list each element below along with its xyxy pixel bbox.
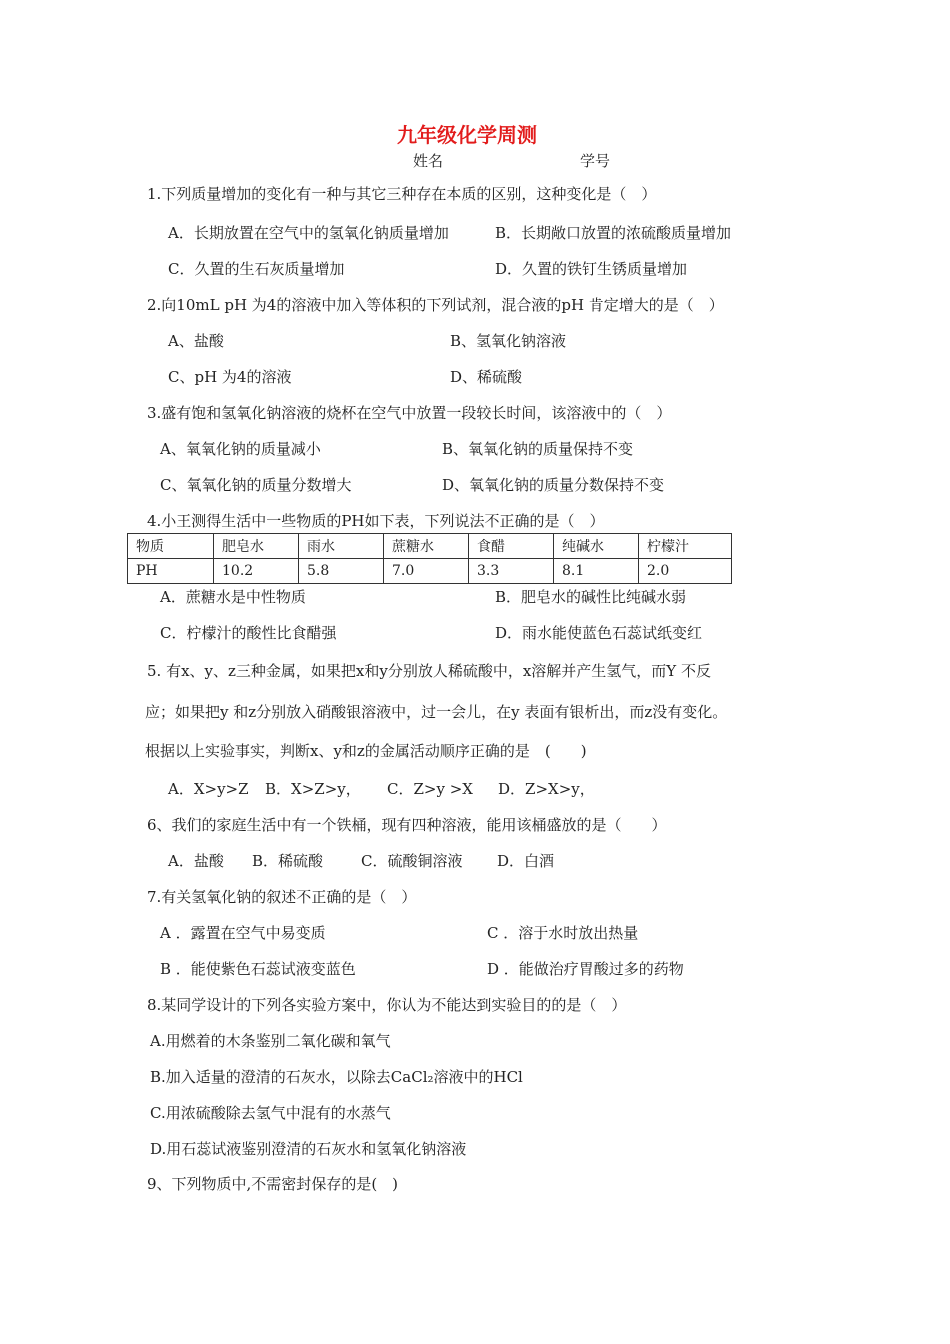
- q8-option-b: B.加入适量的澄清的石灰水，以除去CaCl₂溶液中的HCl: [150, 1068, 523, 1086]
- table-header-row: [128, 534, 732, 559]
- q2-option-d: D、稀硫酸: [450, 368, 523, 386]
- table-cell: 纯碱水: [554, 534, 639, 559]
- table-cell: 8.1: [554, 559, 639, 584]
- q6-option-a: A．盐酸: [168, 852, 224, 870]
- question-6-stem: 6、我们的家庭生活中有一个铁桶，现有四种溶液，能用该桶盛放的是（ ）: [147, 816, 667, 834]
- q8-option-a: A.用燃着的木条鉴别二氧化碳和氧气: [150, 1032, 391, 1050]
- q7-option-a: A ．露置在空气中易变质: [160, 924, 326, 942]
- q2-option-c: C、pH 为4的溶液: [168, 368, 292, 386]
- q8-option-d: D.用石蕊试液鉴别澄清的石灰水和氢氧化钠溶液: [150, 1140, 467, 1158]
- q7-option-c: C ．溶于水时放出热量: [487, 924, 639, 942]
- q7-option-d: D ．能做治疗胃酸过多的药物: [487, 960, 684, 978]
- table-cell: 雨水: [299, 534, 384, 559]
- q1-option-c: C．久置的生石灰质量增加: [168, 260, 345, 278]
- q6-option-c: C．硫酸铜溶液: [361, 852, 463, 870]
- table-cell: 3.3: [469, 559, 554, 584]
- q8-option-c: C.用浓硫酸除去氢气中混有的水蒸气: [150, 1104, 391, 1122]
- q3-option-d: D、氧氧化钠的质量分数保持不变: [442, 476, 665, 494]
- q1-option-d: D．久置的铁钉生锈质量增加: [495, 260, 688, 278]
- table-cell: 柠檬汁: [639, 534, 732, 559]
- table-cell: PH: [128, 559, 214, 584]
- table-cell: 5.8: [299, 559, 384, 584]
- question-8-stem: 8.某同学设计的下列各实验方案中，你认为不能达到实验目的的是（ ）: [147, 996, 627, 1014]
- question-5-stem-line-3: 根据以上实验事实，判断x、y和z的金属活动顺序正确的是 ( ): [145, 742, 587, 760]
- q5-option-b: B．X>Z>y，: [265, 780, 361, 798]
- q2-option-a: A、盐酸: [168, 332, 224, 350]
- q2-option-b: B、氢氧化钠溶液: [450, 332, 567, 350]
- table-cell: 蔗糖水: [384, 534, 469, 559]
- name-label: 姓名: [413, 152, 444, 170]
- q4-option-a: A．蔗糖水是中性物质: [160, 588, 306, 606]
- table-cell: 2.0: [639, 559, 732, 584]
- q1-option-b: B．长期敞口放置的浓硫酸质量增加: [495, 224, 732, 242]
- question-1-stem: 1.下列质量增加的变化有一种与其它三种存在本质的区别，这种变化是（ ）: [147, 185, 657, 203]
- question-3-stem: 3.盛有饱和氢氧化钠溶液的烧杯在空气中放置一段较长时间，该溶液中的（ ）: [147, 404, 672, 422]
- q4-option-b: B．肥皂水的碱性比纯碱水弱: [495, 588, 687, 606]
- question-7-stem: 7.有关氢氧化钠的叙述不正确的是（ ）: [147, 888, 417, 906]
- question-2-stem: 2.向10mL pH 为4的溶液中加入等体积的下列试剂，混合液的pH 肯定增大的是（ ）: [147, 296, 724, 314]
- question-5-stem-line-2: 应；如果把y 和z分别放入硝酸银溶液中，过一会儿，在y 表面有银析出，而z没有变化。: [145, 703, 728, 721]
- q4-option-c: C．柠檬汁的酸性比食醋强: [160, 624, 337, 642]
- student-id-label: 学号: [580, 152, 611, 170]
- table-row: [128, 559, 732, 584]
- q6-option-b: B．稀硫酸: [252, 852, 324, 870]
- table-cell: 食醋: [469, 534, 554, 559]
- q3-option-a: A、氧氧化钠的质量减小: [160, 440, 321, 458]
- q3-option-c: C、氧氧化钠的质量分数增大: [160, 476, 352, 494]
- question-9-stem: 9、下列物质中,不需密封保存的是( ): [147, 1175, 399, 1193]
- q7-option-b: B ．能使紫色石蕊试液变蓝色: [160, 960, 356, 978]
- q5-option-a: A．X>y>Z: [168, 780, 249, 798]
- question-4-stem: 4.小王测得生活中一些物质的PH如下表，下列说法不正确的是（ ）: [147, 512, 605, 530]
- ph-table: [127, 533, 732, 584]
- q5-option-c: C．Z>y >X: [387, 780, 473, 798]
- q1-option-a: A．长期放置在空气中的氢氧化钠质量增加: [168, 224, 449, 242]
- page-title: 九年级化学周测: [397, 123, 537, 147]
- q3-option-b: B、氧氧化钠的质量保持不变: [442, 440, 634, 458]
- q5-option-d: D．Z>X>y，: [498, 780, 595, 798]
- q4-option-d: D．雨水能使蓝色石蕊试纸变红: [495, 624, 703, 642]
- table-cell: 物质: [128, 534, 214, 559]
- table-cell: 10.2: [214, 559, 299, 584]
- q6-option-d: D．白酒: [497, 852, 555, 870]
- table-cell: 7.0: [384, 559, 469, 584]
- question-5-stem-line-1: 5. 有x、y、z三种金属，如果把x和y分别放人稀硫酸中，x溶解并产生氢气，而Y 不反: [147, 662, 711, 680]
- table-cell: 肥皂水: [214, 534, 299, 559]
